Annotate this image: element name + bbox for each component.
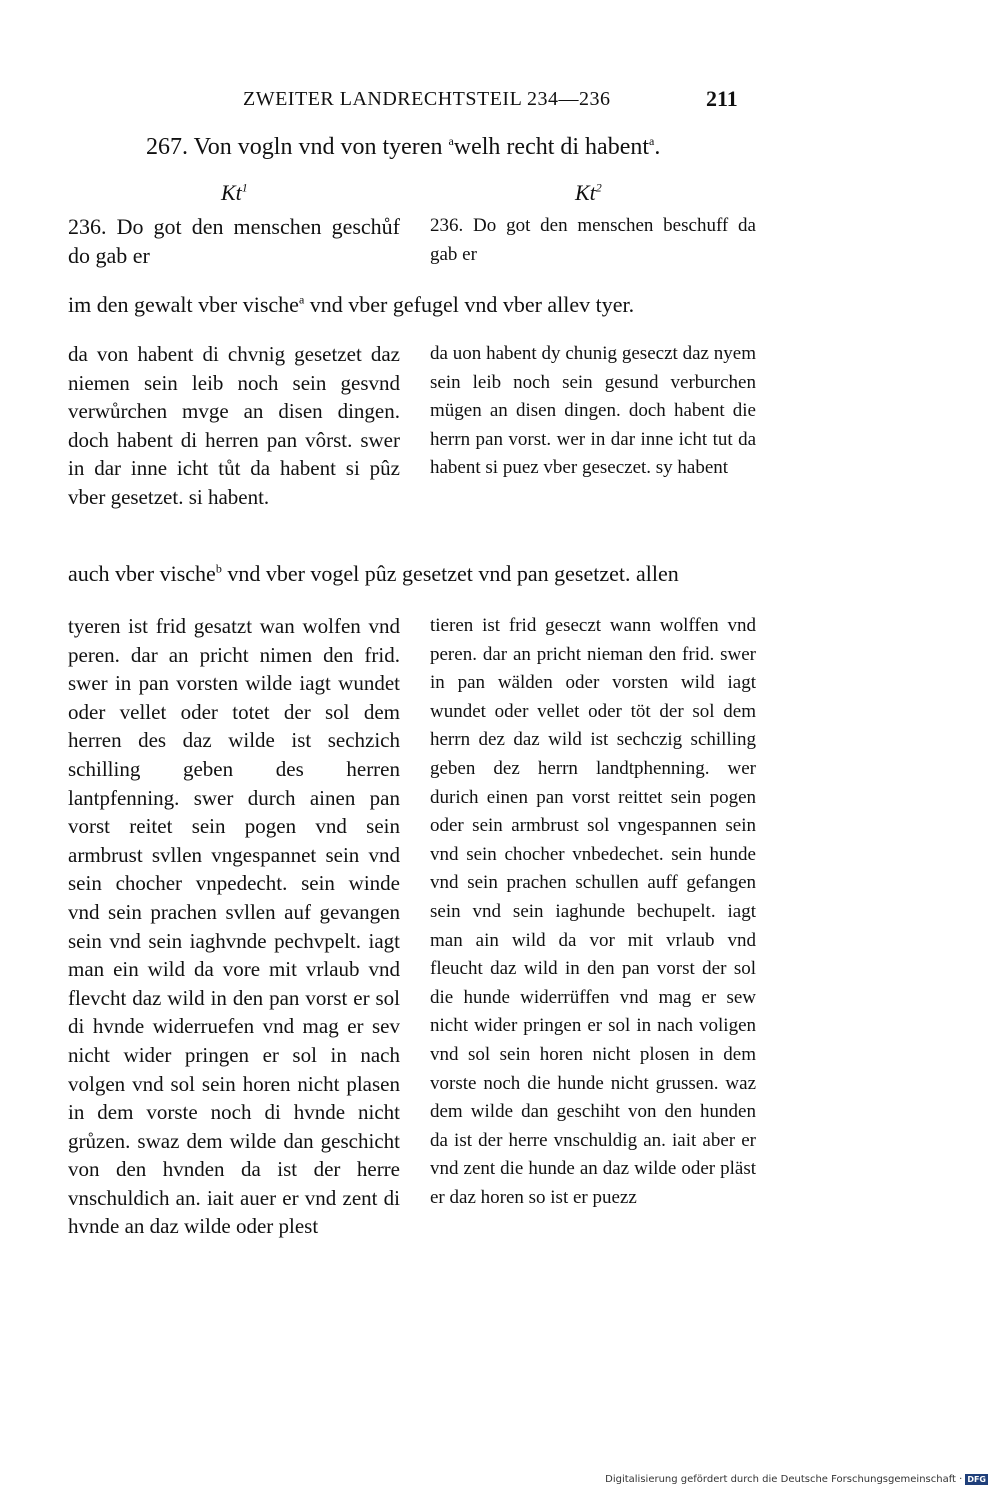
witness-siglum-right: Kt$^2$ [575,180,602,205]
footnote-mark: b [215,561,222,576]
credit-text: Digitalisierung gefördert durch die Deutsche Forschungsgemeinschaft · [605,1474,963,1485]
column-right-block1: 236. Do got den menschen beschuff da gab er [430,215,756,265]
chapter-heading-end: . [654,134,661,160]
footnote-mark: a [649,134,655,148]
column-left-block3: tyeren ist frid gesatzt wan wolfen vnd peren. dar an pricht nimen den frid. swer in pan vorsten wilde iagt wundet oder vellet oder totet der sol dem herren des daz wilde ist sechzich schilling geben des herren lantpfenning. swer durch ainen pan vorst reitet sein pogen vnd sein armbrust svllen vngespannet sein vnd sein chocher vnpedecht. sein winde vnd sein prachen svllen auf gevangen sein vnd sein iaghvnde pechvpelt. iagt man ein wild da vore mit vrlaub vnd flevcht daz wild in den pan vorst er sol di hvnde widerruefen vnd mag er sev nicht wider pringen er sol in nach volgen vnd sol sein horen nicht plasen in dem vorste noch di hvnde nicht grůzen. swaz dem wilde dan geschicht von den hvnden da ist der herre vnschuldich an. iait auer er vnd zent di hvnde an daz wilde oder plest [68,614,400,1239]
footnote-mark: a [448,134,454,148]
page-number: 211 [706,86,738,111]
shared-line-2: auch vber vische$^b$ vnd vber vogel pûz gesetzet vnd pan gesetzet. allen [68,561,679,586]
column-right-block2: da uon habent dy chunig geseczt daz nyem sein leib noch sein gesund verburchen mügen an disen dingen. doch habent die herrn pan vorst. wer in dar inne icht tut da habent si puez vber geseczet. sy habent [430,343,756,479]
witness-number: 2 [595,180,602,195]
column-left-block2: da von habent di chvnig gesetzet daz niemen sein leib noch sein gesvnd verwůrchen mvge an disen dingen. doch habent di herren pan vôrst. swer in dar inne icht tůt da habent si pûz vber gesetzet. si habent. [68,342,400,509]
running-head: ZWEITER LANDRECHTSTEIL 234—236 [243,88,611,110]
digitization-credit [605,1474,988,1485]
shared-line-1: im den gewalt vber vische$^a$ vnd vber gefugel vnd vber allev tyer. [68,292,635,317]
witness-siglum-left: Kt$^1$ [221,180,248,205]
dfg-logo: DFG [967,1475,986,1484]
column-left-block1: 236. Do got den menschen geschůf do gab er [68,214,400,268]
chapter-heading-main: 267. Von vogln vnd von tyeren [146,134,449,160]
chapter-heading [146,134,660,161]
chapter-heading-tail: welh recht di habent [453,134,650,160]
footnote-mark: a [298,292,305,307]
witness-number: 1 [241,180,248,195]
column-right-block3: tieren ist frid geseczt wann wolffen vnd peren. dar an pricht nieman den frid. swer in pan wälden oder vorsten wild iagt wundet oder vellet oder töt der sol dem herrn dez daz wild ist sechczig schilling geben dez herrn landtphenning. wer durich einen pan vorst reittet sein pogen oder sein armbrust sol vngespannen sein vnd sein chocher vnbedechet. sein hunde vnd sein prachen schullen auff gefangen sein vnd sein iaghunde bechupelt. iagt man ain wild da vor mit vrlaub vnd fleucht daz wild in den pan vorst der sol die hunde widerrüffen vnd mag er sew nicht wider pringen er sol in nach voligen vnd sol sein horen nicht plosen in dem vorste noch die hunde nicht grussen. waz dem wilde dan geschiht von den hunden da ist der herre vnschuldig an. iait aber er vnd zent die hunde an daz wilde oder pläst er daz horen so ist er puezz [430,615,756,1208]
